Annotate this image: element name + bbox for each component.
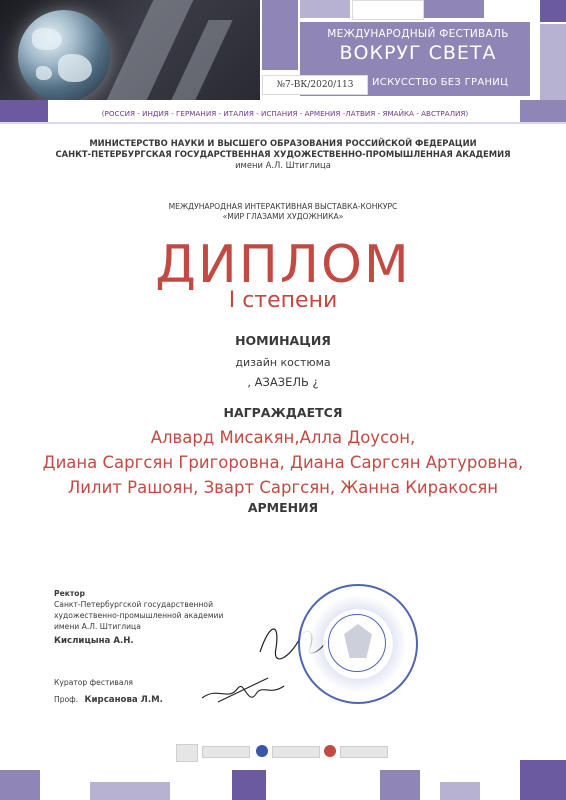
decor-strip [380,770,420,800]
contest-title [40,202,526,222]
rector-org-line2: художественно-промышленной академии [54,611,224,620]
decor-strip [440,782,480,800]
rector-org-line3: имени А.Л. Штиглица [54,622,141,631]
rector-block [54,588,223,647]
countries-list: (РОССИЯ - ИНДИЯ - ГЕРМАНИЯ - ИТАЛИЯ - ИСПАНИЯ - АРМЕНИЯ -ЛАТВИЯ - ЯМАЙКА - АВСТРАЛИЯ) [101,109,469,118]
ministry-line2: САНКТ-ПЕТЕРБУРГСКАЯ ГОСУДАРСТВЕННАЯ ХУДОЖЕСТВЕННО-ПРОМЫШЛЕННАЯ АКАДЕМИЯ [55,149,511,159]
contest-line1: МЕЖДУНАРОДНАЯ ИНТЕРАКТИВНАЯ ВЫСТАВКА-КОНКУРС [168,202,398,211]
decor-strip [300,0,350,18]
festival-title-line1: МЕЖДУНАРОДНЫЙ ФЕСТИВАЛЬ [327,28,509,40]
rector-name: Кислицына А.Н. [54,636,134,646]
partner-logo [176,744,198,762]
curator-block [54,677,163,706]
diploma-number: №7-ВК/2020/113 [262,75,368,95]
awarded-name-line: Диана Саргсян Григоровна, Диана Саргсян Артуровна, [42,453,524,472]
partner-logo [340,746,388,758]
ministry-line3: имени А.Л. Штиглица [235,160,331,170]
curator-signature [198,672,288,712]
diploma-degree: I степени [228,288,338,313]
decor-strip [352,0,424,20]
decor-strip [262,0,298,70]
nomination-work: , АЗАЗЕЛЬ ¿ [247,375,319,389]
nomination-label: НОМИНАЦИЯ [235,333,331,348]
partner-logo [324,745,336,757]
curator-name: Кирсанова Л.М. [84,695,163,705]
partner-logo [256,745,268,757]
decor-strip [232,770,266,800]
header-globe-banner [0,0,260,100]
rector-org-line1: Санкт-Петербургской государственной [54,600,213,609]
ministry-header [40,138,526,171]
partner-logo [272,746,320,758]
contest-line2: «МИР ГЛАЗАМИ ХУДОЖНИКА» [222,212,344,221]
partner-logo [202,746,250,758]
decor-strip [540,24,566,100]
awarded-names [20,425,546,500]
awarded-name-line: Лилит Рашоян, Зварт Саргсян, Жанна Киракосян [67,478,499,497]
decor-strip [424,0,484,18]
official-stamp [298,584,418,704]
country-label: АРМЕНИЯ [247,500,319,515]
decor-strip [90,782,170,800]
ministry-line1: МИНИСТЕРСТВО НАУКИ И ВЫСШЕГО ОБРАЗОВАНИЯ РОССИЙСКОЙ ФЕДЕРАЦИИ [89,138,477,148]
diploma-title: ДИПЛОМ [155,235,411,295]
festival-slogan: ИСКУССТВО БЕЗ ГРАНИЦ [372,77,509,88]
awarded-label: НАГРАЖДАЕТСЯ [223,405,343,420]
awarded-name-line: Алвард Мисакян,Алла Доусон, [150,428,416,447]
nomination-category: дизайн костюма [235,356,331,369]
decor-strip [540,0,566,22]
curator-title: Куратор фестиваля [54,678,133,687]
curator-prefix: Проф. [54,695,79,704]
decor-strip [0,770,40,800]
rector-title: Ректор [54,589,85,598]
decor-strip [0,100,48,122]
decor-strip [520,760,566,800]
decor-strip [0,122,566,124]
decor-strip [520,100,566,122]
festival-title-line2: ВОКРУГ СВЕТА [339,42,497,64]
globe-icon [18,10,110,100]
